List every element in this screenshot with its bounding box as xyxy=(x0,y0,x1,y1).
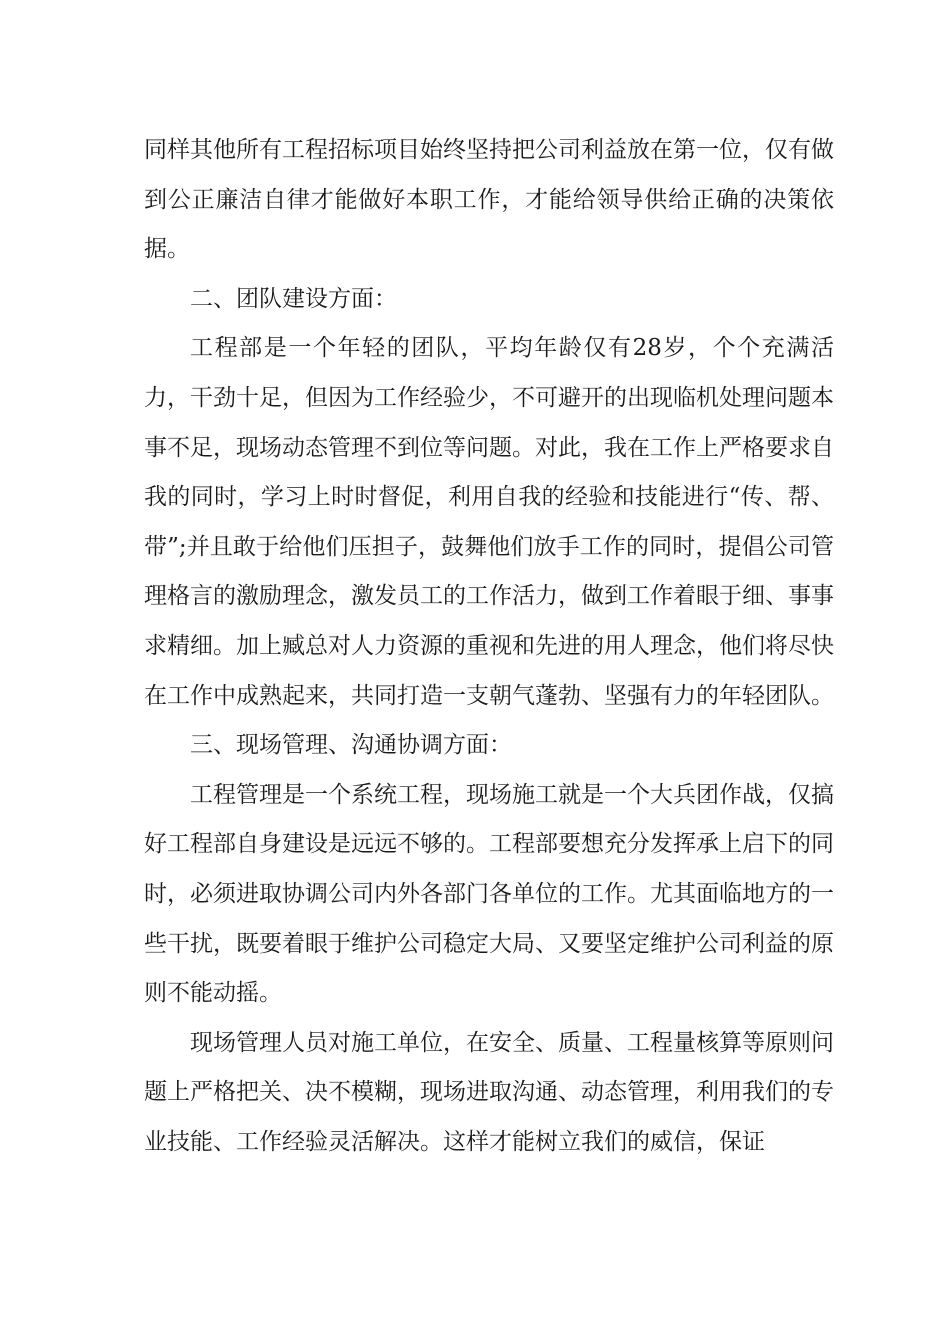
section-heading-site-management: 三、现场管理、沟通协调方面： xyxy=(190,732,512,759)
paragraph-team-building: 工程部是一个年轻的团队，平均年龄仅有28岁，个个充满活力，干劲十足，但因为工作经验少，不可避开的出现临机处理问题本事不足，现场动态管理不到位等问题。对此，我在工作上严格要求自我的同时，学习上时时督促，利用自我的经验和技能进行“传、帮、带”;并且敢于给他们压担子，鼓舞他们放手工作的同时，提倡公司管理格言的激励理念，激发员工的工作活力，做到工作着眼于细、事事求精细。加上臧总对人力资源的重视和先进的用人理念，他们将尽快在工作中成熟起来，共同打造一支朝气蓬勃、坚强有力的年轻团队。 xyxy=(144,335,834,709)
document-body xyxy=(144,126,834,1167)
paragraph-site-staff: 现场管理人员对施工单位，在安全、质量、工程量核算等原则问题上严格把关、决不模糊，现场进取沟通、动态管理，利用我们的专业技能、工作经验灵活解决。这样才能树立我们的威信，保证 xyxy=(144,1029,834,1155)
paragraph-site-management: 工程管理是一个系统工程，现场施工就是一个大兵团作战，仅搞好工程部自身建设是远远不够的。工程部要想充分发挥承上启下的同时，必须进取协调公司内外各部门各单位的工作。尤其面临地方的一些干扰，既要着眼于维护公司稳定大局、又要坚定维护公司利益的原则不能动摇。 xyxy=(144,781,834,1007)
section-heading-team-building: 二、团队建设方面： xyxy=(190,285,397,312)
paragraph-continuation: 同样其他所有工程招标项目始终坚持把公司利益放在第一位，仅有做到公正廉洁自律才能做好本职工作，才能给领导供给正确的决策依据。 xyxy=(144,137,834,263)
